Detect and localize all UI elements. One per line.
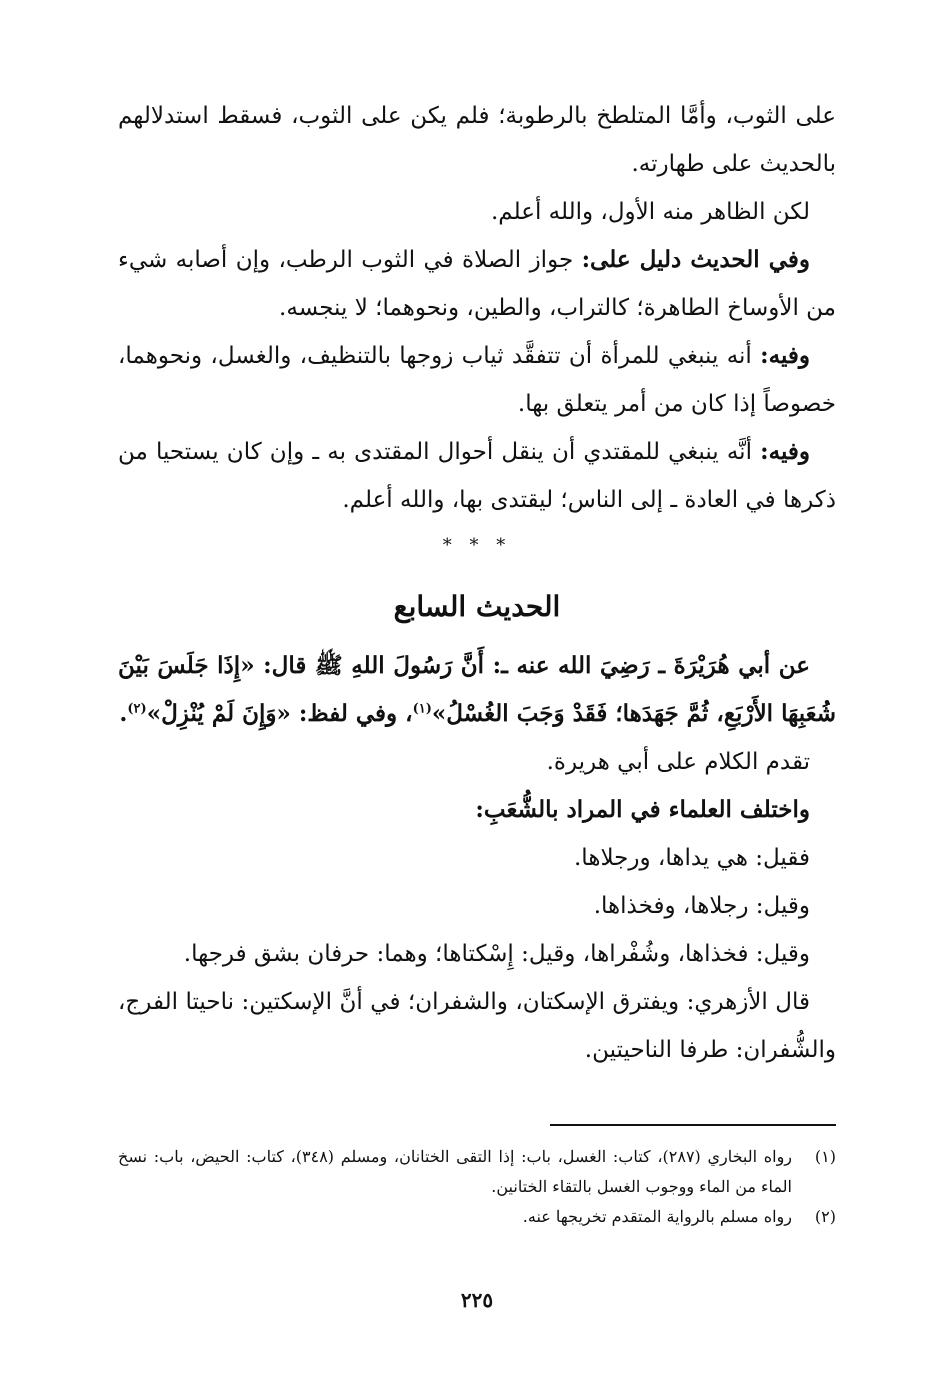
paragraph-benefit-wife — [118, 332, 836, 428]
paragraph-text: لكن الظاهر منه الأول، والله أعلم. — [490, 199, 810, 225]
paragraph-text: على الثوب، وأمَّا المتلطخ بالرطوبة؛ فلم يكن على الثوب، فسقط استدلالهم بالحديث على طهارته. — [118, 103, 836, 177]
hadith-part: عن أبي هُرَيْرَةَ ـ رَضِيَ الله عنه ـ: أَنَّ رَسُولَ اللهِ ﷺ قال: «إِذَا جَلَسَ بَيْنَ شُعَبِهَا الأَرْبَعِ، ثُمَّ جَهَدَها؛ فَقَدْ وَجَبَ الغُسْلُ» — [118, 652, 836, 727]
page-number: ٢٢٥ — [460, 1288, 494, 1312]
footnote-ref: (١) — [412, 701, 432, 717]
paragraph-evidence — [118, 236, 836, 332]
section-separator: * * * — [442, 535, 512, 556]
hadith-text — [118, 642, 836, 738]
footnote-divider — [550, 1124, 836, 1126]
footnotes — [118, 1142, 836, 1232]
paragraph-text: جواز الصلاة في الثوب الرطب، وإن أصابه شيء من الأوساخ الطاهرة؛ كالتراب، والطين، ونحوهما؛ لا ينجسه. — [118, 247, 836, 321]
footnote — [118, 1202, 836, 1232]
paragraph-lead: وفي الحديث دليل على: — [581, 246, 810, 273]
footnote-number: (١) — [814, 1147, 836, 1166]
footnote-number: (٢) — [814, 1207, 836, 1226]
paragraph-conclusion — [118, 188, 836, 236]
commentary-quote — [118, 978, 836, 1074]
section-title: الحديث السابع — [393, 590, 561, 623]
footnote-ref: (٢) — [127, 701, 147, 717]
footnote — [118, 1142, 836, 1202]
commentary-opinion — [118, 834, 836, 882]
hadith-end: . — [119, 700, 128, 727]
paragraph-text: تقدم الكلام على أبي هريرة. — [546, 749, 810, 775]
paragraph-text: فقيل: هي يداها، ورجلاها. — [574, 845, 810, 871]
paragraph-text: وقيل: فخذاها، وشُفْراها، وقيل: إِسْكتاها؛ وهما: حرفان بشق فرجها. — [183, 941, 810, 967]
paragraph-lead: وفيه: — [760, 438, 810, 465]
commentary-opinion — [118, 930, 836, 978]
footnote-text: رواه البخاري (٢٨٧)، كتاب: الغسل، باب: إذا التقى الختانان، ومسلم (٣٤٨)، كتاب: الحيض، باب: نسخ الماء من الماء ووجوب الغسل بالتقاء الختانين. — [118, 1147, 793, 1196]
hadith-part: ، وفي لفظ: «وَإِنَ لَمْ يُنْزِلْ» — [146, 700, 413, 727]
commentary-line — [118, 738, 836, 786]
footnote-text: رواه مسلم بالرواية المتقدم تخريجها عنه. — [522, 1207, 792, 1226]
paragraph-continuation — [118, 92, 836, 188]
paragraph-text: أنَّه ينبغي للمقتدي أن ينقل أحوال المقتدى به ـ وإن كان يستحيا من ذكرها في العادة ـ إلى الناس؛ ليقتدى بها، والله أعلم. — [118, 439, 836, 513]
paragraph-benefit-follower — [118, 428, 836, 524]
paragraph-text: واختلف العلماء في المراد بالشُّعَبِ: — [475, 796, 810, 823]
paragraph-text: أنه ينبغي للمرأة أن تتفقَّد ثياب زوجها بالتنظيف، والغسل، ونحوهما، خصوصاً إذا كان من أمر يتعلق بها. — [118, 343, 836, 417]
paragraph-text: قال الأزهري: ويفترق الإسكتان، والشفران؛ في أنَّ الإسكتين: ناحيتا الفرج، والشُّفران: طرفا الناحيتين. — [118, 989, 836, 1063]
book-page — [118, 92, 836, 1342]
commentary-opinion — [118, 882, 836, 930]
commentary-heading — [118, 786, 836, 834]
paragraph-text: وقيل: رجلاها، وفخذاها. — [593, 893, 810, 919]
paragraph-lead: وفيه: — [760, 342, 810, 369]
